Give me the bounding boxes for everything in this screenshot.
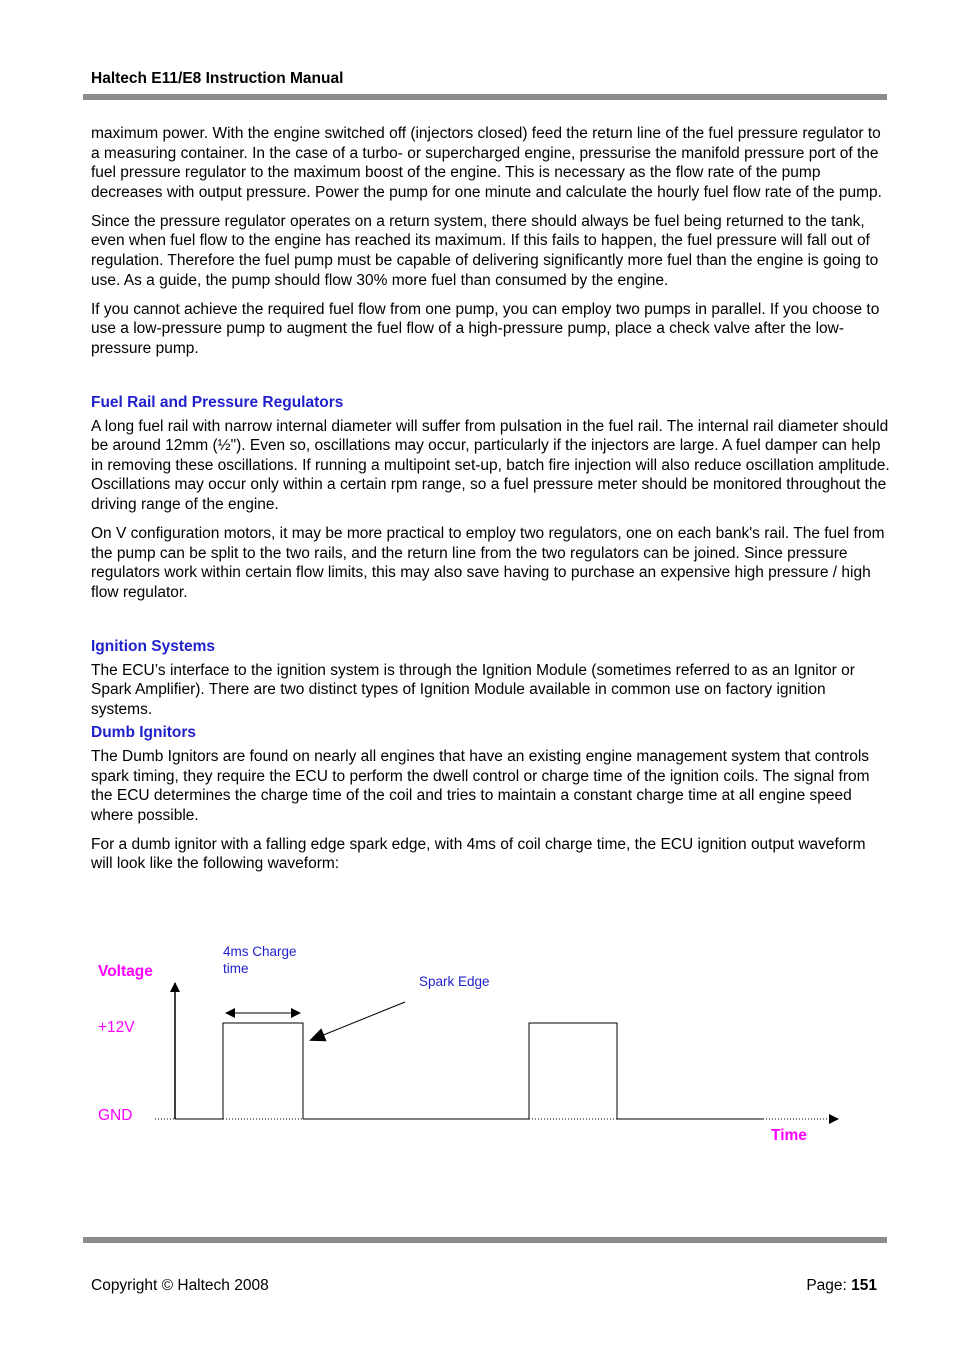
header-divider xyxy=(83,94,887,100)
manual-title: Haltech E11/E8 Instruction Manual xyxy=(91,70,344,87)
copyright-text: Copyright © Haltech 2008 xyxy=(91,1277,269,1294)
paragraph: For a dumb ignitor with a falling edge spark edge, with 4ms of coil charge time, the ECU ignition output waveform will look like the following waveform: xyxy=(91,835,866,873)
paragraph: On V configuration motors, it may be more practical to employ two regulators, one on each bank's rail. The fuel from the pump can be split to the two rails, and the return line from the two regulators can be joined. Since pressure regulators work within certain flow limits, this may also save having to purchase an expensive high pressure / high flow regulator. xyxy=(91,525,885,601)
voltage-label: Voltage xyxy=(98,963,153,980)
pulse-1 xyxy=(223,1023,303,1119)
v12-label: +12V xyxy=(98,1019,135,1036)
footer-divider xyxy=(83,1237,887,1243)
paragraph: The ECU’s interface to the ignition system is through the Ignition Module (sometimes referred to as an Ignitor or Spark Amplifier). There are two distinct types of Ignition Module available in common use on factory ignition systems. xyxy=(91,661,855,718)
ignition-waveform-diagram xyxy=(0,935,954,1165)
charge-time-label: 4ms Charge xyxy=(223,944,297,959)
paragraph: Since the pressure regulator operates on a return system, there should always be fuel being returned to the tank, even when fuel flow to the engine has reached its maximum. If this fails to happen, the fuel pressure will fall out of regulation. Therefore the fuel pump must be capable of delivering significantly more fuel than the engine is going to use. As a guide, the pump should flow 30% more fuel than consumed by the engine. xyxy=(91,212,879,289)
section-heading-fuel-rail: Fuel Rail and Pressure Regulators xyxy=(91,394,344,412)
paragraph: The Dumb Ignitors are found on nearly all engines that have an existing engine management system that controls spark timing, they require the ECU to perform the dwell control or charge time of the ignition coils. The signal from the ECU determines the charge time of the coil and tries to maintain a constant charge time at all engine speed where possible. xyxy=(91,747,870,824)
page-label: Page: xyxy=(806,1277,852,1294)
page-number xyxy=(806,1277,877,1295)
paragraph: If you cannot achieve the required fuel flow from one pump, you can employ two pumps in parallel. If you choose to use a low-pressure pump to augment the fuel flow of a high-pressure pump, place a check valve after the low-pressure pump. xyxy=(91,300,880,357)
page-number-value: 151 xyxy=(851,1277,877,1294)
pulse-2 xyxy=(529,1023,617,1119)
time-label: Time xyxy=(771,1127,807,1144)
section-heading-ignition: Ignition Systems xyxy=(91,637,216,655)
paragraph: maximum power. With the engine switched off (injectors closed) feed the return line of the fuel pressure regulator to a measuring container. In the case of a turbo- or supercharged engine, pressurise the manifold pressure port of the fuel pressure regulator to the maximum boost of the engine. This is necessary as the flow rate of the pump decreases with output pressure. Power the pump for one minute and calculate the hourly fuel flow rate of the pump. xyxy=(91,125,882,201)
section-heading-dumb-ignitors: Dumb Ignitors xyxy=(91,724,197,742)
charge-time-label-2: time xyxy=(223,961,249,976)
gnd-label: GND xyxy=(98,1107,133,1124)
spark-edge-arrow xyxy=(311,1002,405,1040)
paragraph: A long fuel rail with narrow internal diameter will suffer from pulsation in the fuel rail. The internal rail diameter should be around 12mm (½"). Even so, oscillations may occur, particularly if the injectors are large. A fuel damper can help in removing these oscillations. If running a multipoint set-up, batch fire injection will also reduce oscillation amplitude. Oscillations may occur only within a certain rpm range, so a fuel pressure meter should be monitored throughout the driving range of the engine. xyxy=(91,417,890,513)
spark-edge-label: Spark Edge xyxy=(419,974,490,989)
page-body xyxy=(91,124,891,884)
